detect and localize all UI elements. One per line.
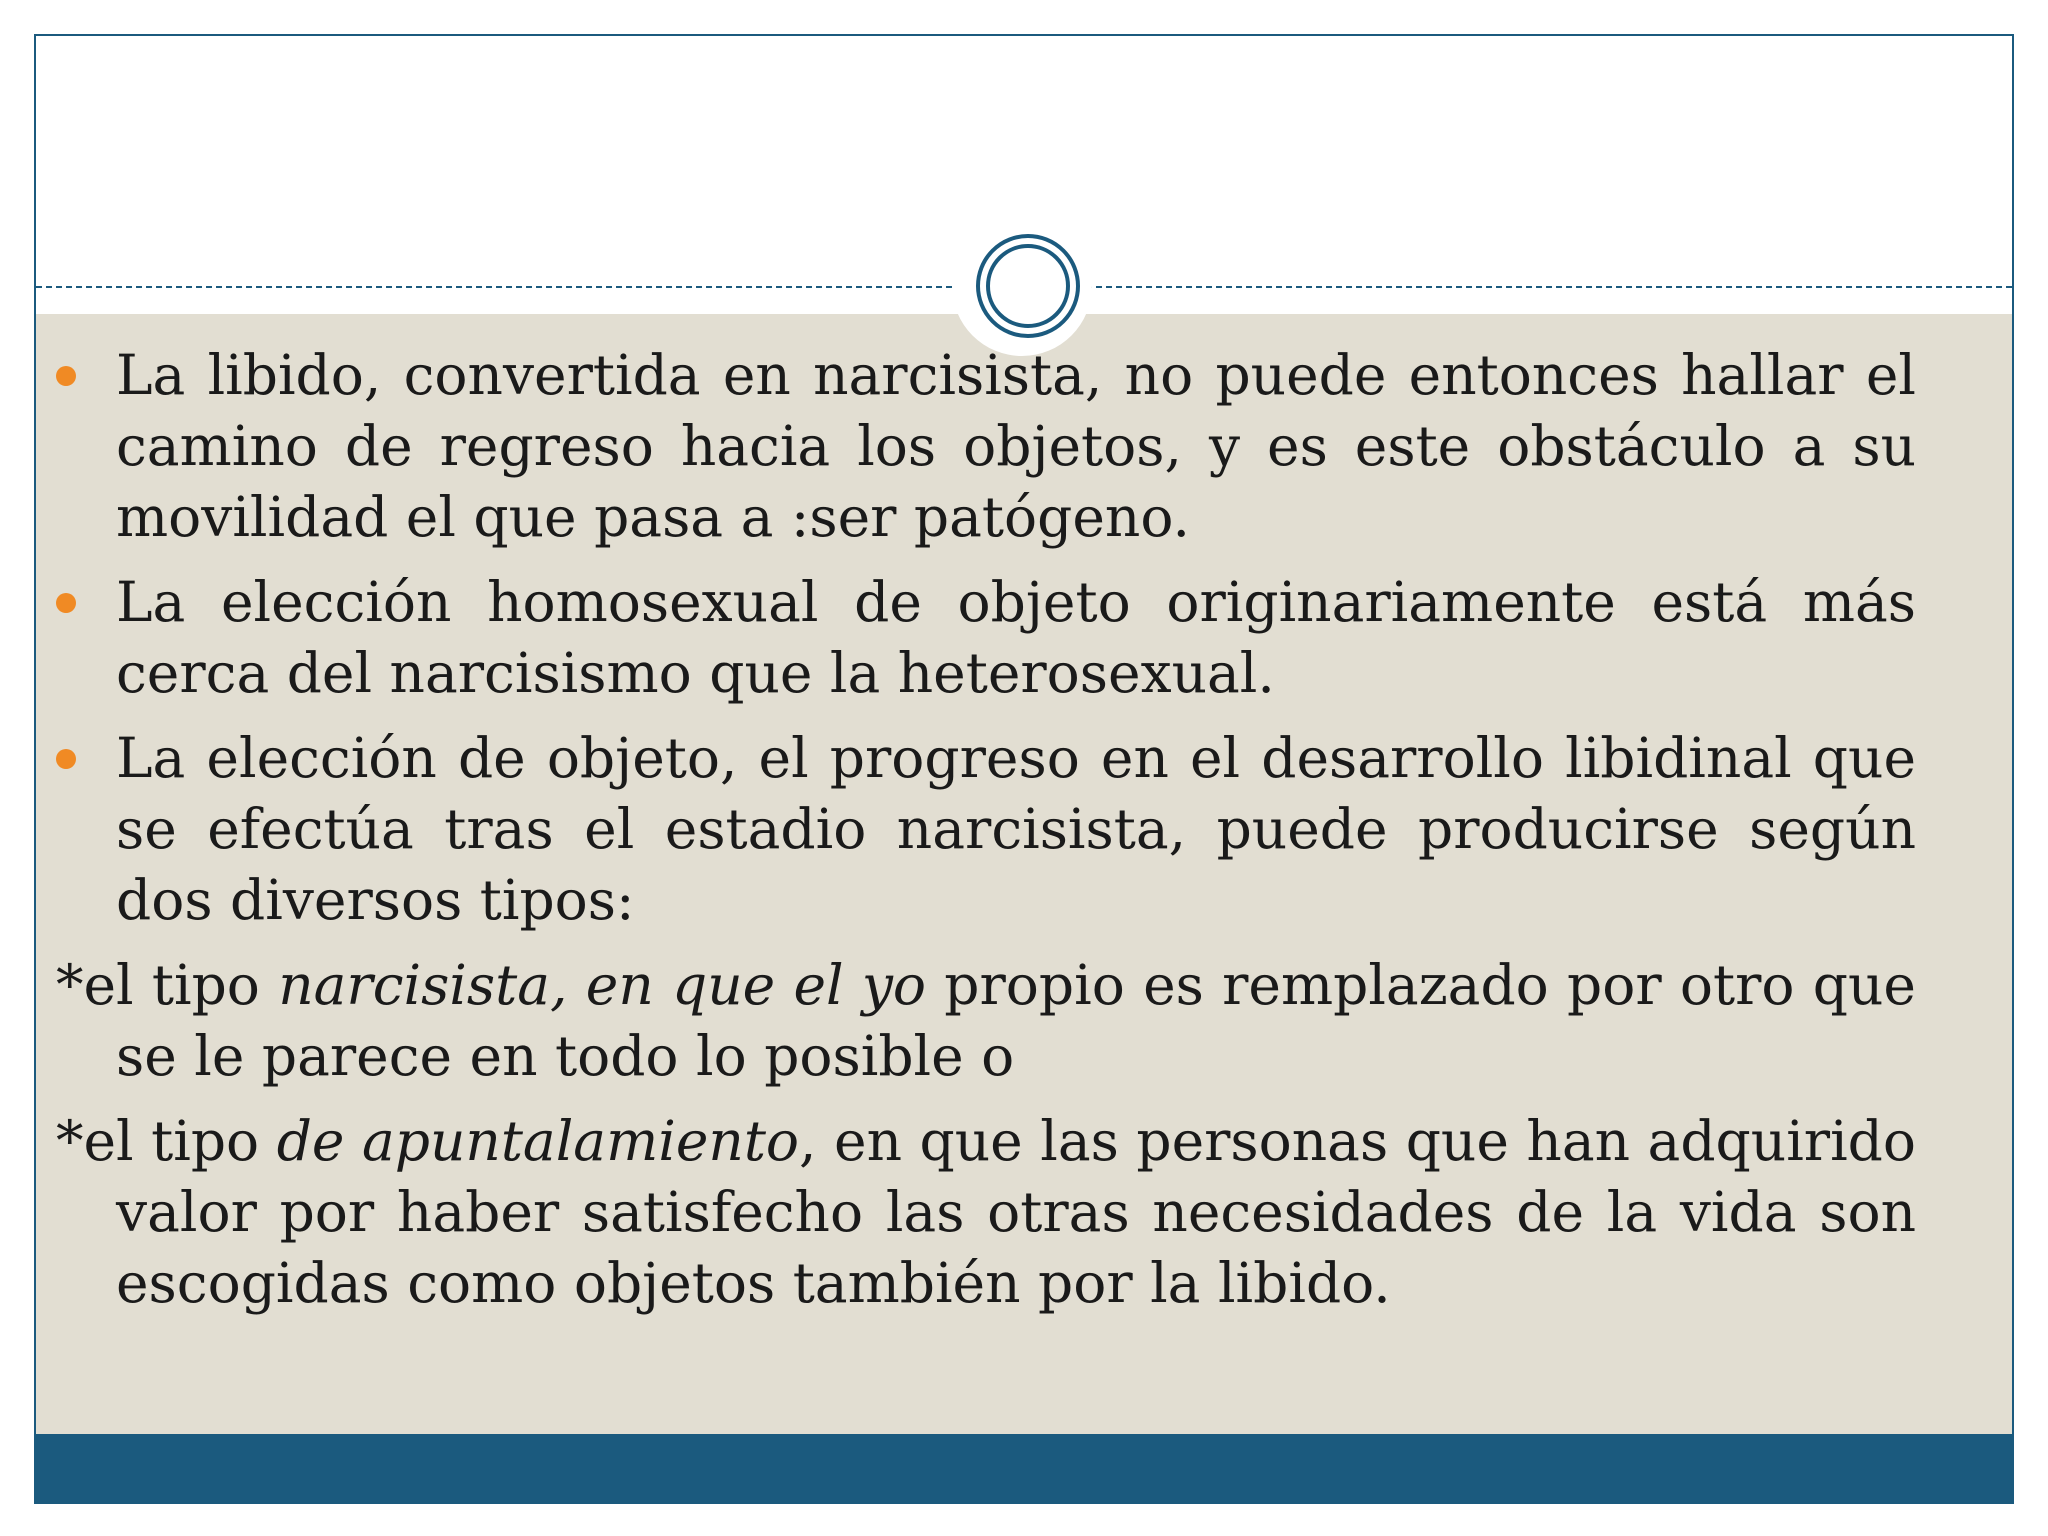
type-item-narcisista bbox=[56, 950, 1916, 1092]
type-prefix: *el tipo bbox=[56, 1109, 277, 1173]
type-prefix: *el tipo bbox=[56, 953, 279, 1017]
slide-body-text bbox=[56, 340, 1916, 1333]
bullet-item-1 bbox=[56, 340, 1916, 553]
circle-ornament-inner-ring bbox=[986, 244, 1070, 328]
bullet-dot-icon bbox=[56, 593, 76, 613]
bullet-item-3 bbox=[56, 723, 1916, 936]
type-suffix: , en que las personas que han adquirido valor por haber satisfecho las otras necesidades de la vida son escogidas como objetos también por la libido. bbox=[116, 1109, 1916, 1315]
type-emphasis: de apuntalamiento bbox=[276, 1109, 800, 1173]
bullet-text: La elección de objeto, el progreso en el desarrollo libidinal que se efectúa tras el estadio narcisista, puede producirse según dos diversos tipos: bbox=[116, 726, 1916, 932]
bullet-dot-icon bbox=[56, 366, 76, 386]
bullet-text: La libido, convertida en narcisista, no puede entonces hallar el camino de regreso hacia los objetos, y es este obstáculo a su movilidad el que pasa a :ser patógeno. bbox=[116, 343, 1916, 549]
type-emphasis: narcisista, en que el yo bbox=[278, 953, 927, 1017]
type-item-apuntalamiento bbox=[56, 1106, 1916, 1319]
bullet-item-2 bbox=[56, 567, 1916, 709]
footer-bar bbox=[36, 1434, 2012, 1504]
bullet-dot-icon bbox=[56, 749, 76, 769]
type-suffix: propio es remplazado por otro que se le parece en todo lo posible o bbox=[116, 953, 1916, 1088]
bullet-text: La elección homosexual de objeto originariamente está más cerca del narcisismo que la heterosexual. bbox=[116, 570, 1916, 705]
